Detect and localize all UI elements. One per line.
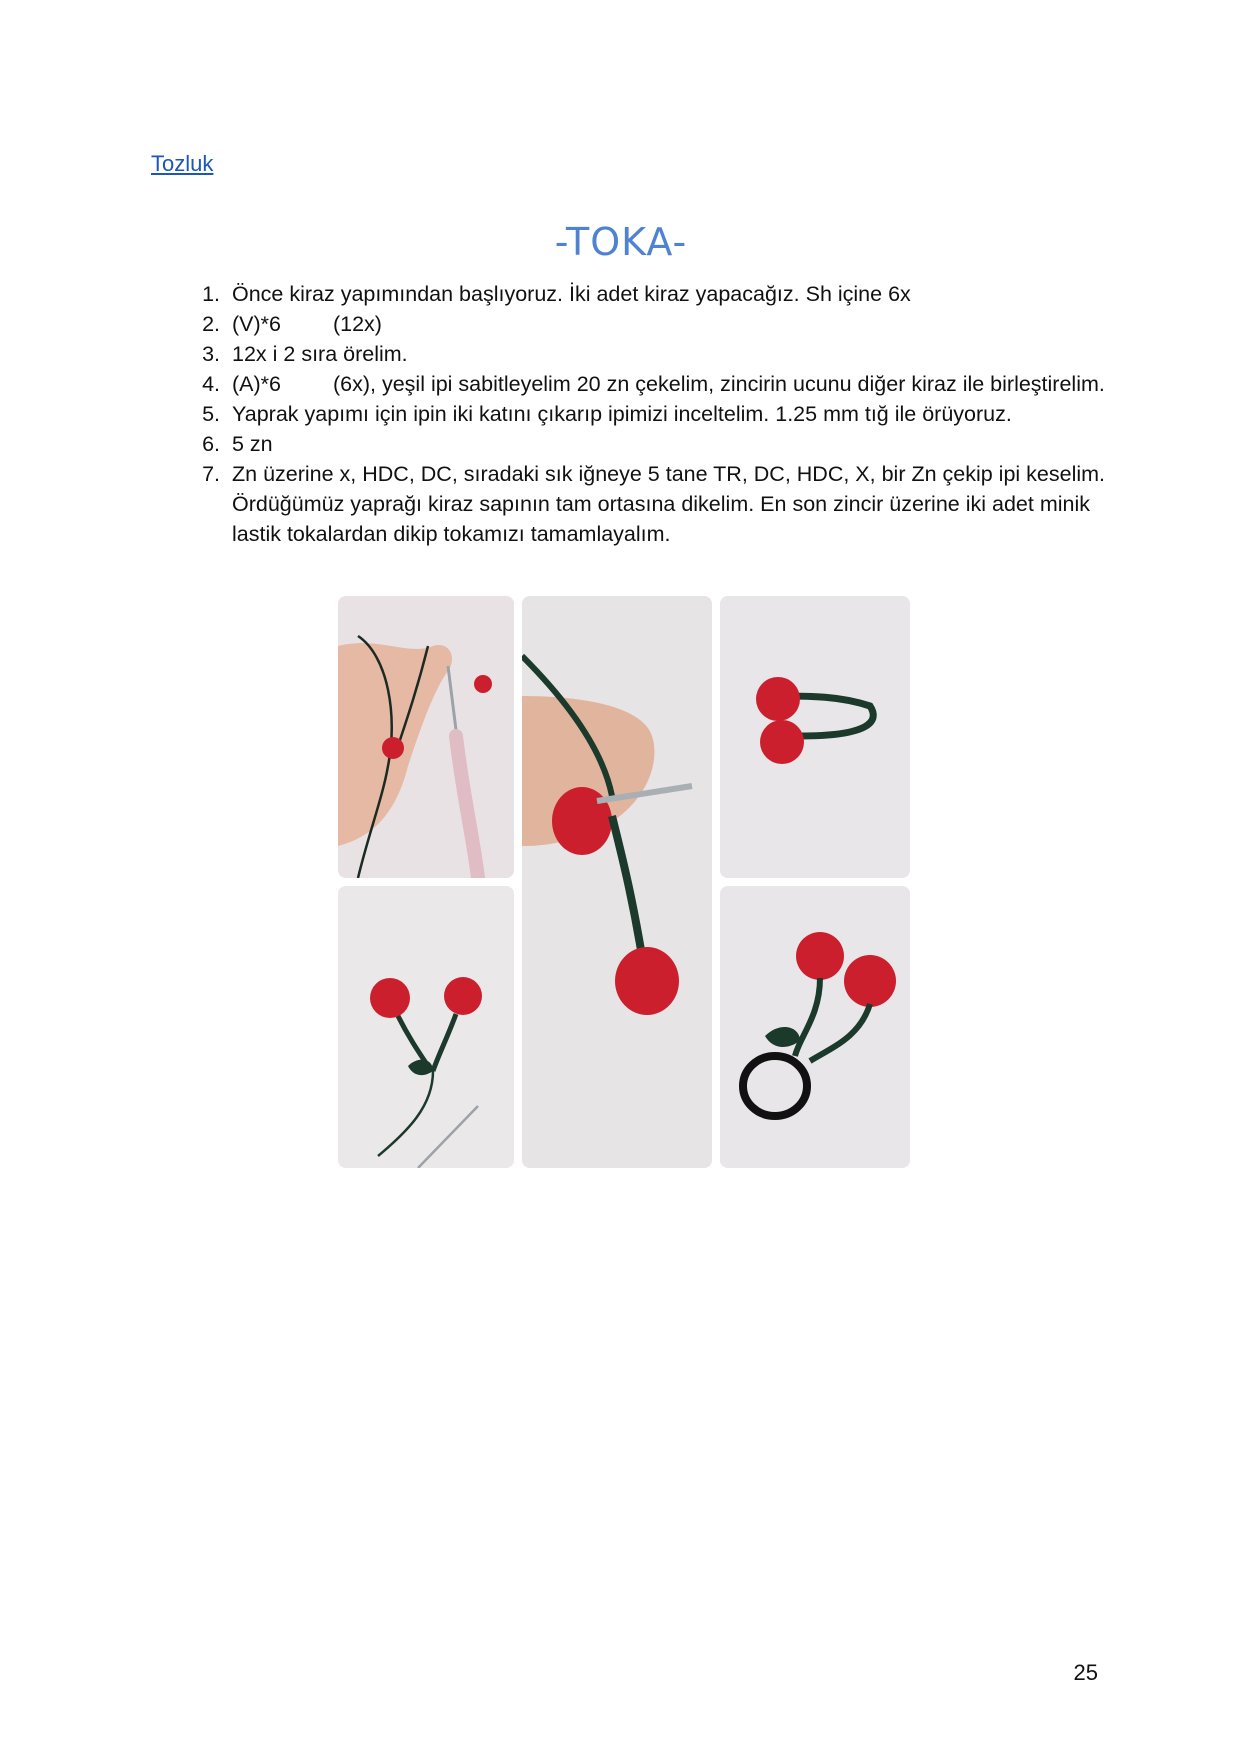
step-6: 6. 5 zn xyxy=(226,429,1126,459)
page-number: 25 xyxy=(1073,1660,1098,1685)
instruction-list xyxy=(186,279,1126,549)
step-3: 3. 12x i 2 sıra örelim. xyxy=(226,339,1126,369)
tozluk-link[interactable]: Tozluk xyxy=(151,151,214,176)
photo-cherry-stem xyxy=(522,596,712,1168)
photo-cherries-leaf xyxy=(338,886,514,1168)
photo-two-cherries xyxy=(720,596,910,878)
section-title: -TOKA- xyxy=(554,220,688,264)
photo-hand-cherry xyxy=(338,596,514,878)
photo-collage xyxy=(338,596,910,1168)
step-2: 2. (V)*6 (12x) xyxy=(226,309,1126,339)
photo-finished-tie xyxy=(720,886,910,1168)
step-7: 7. Zn üzerine x, HDC, DC, sıradaki sık iğneye 5 tane TR, DC, HDC, X, bir Zn çekip ipi keselim. Ördüğümüz yaprağı kiraz sapının tam ortasına dikelim. En son zincir üzerine iki adet minik lastik tokalardan dikip tokamızı tamamlayalım. xyxy=(226,459,1126,549)
step-4: 4. (A)*6 (6x), yeşil ipi sabitleyelim 20 zn çekelim, zincirin ucunu diğer kiraz ile birleştirelim. xyxy=(226,369,1126,399)
step-5: 5. Yaprak yapımı için ipin iki katını çıkarıp ipimizi inceltelim. 1.25 mm tığ ile örüyoruz. xyxy=(226,399,1126,429)
step-1: 1. Önce kiraz yapımından başlıyoruz. İki adet kiraz yapacağız. Sh içine 6x xyxy=(226,279,1126,309)
